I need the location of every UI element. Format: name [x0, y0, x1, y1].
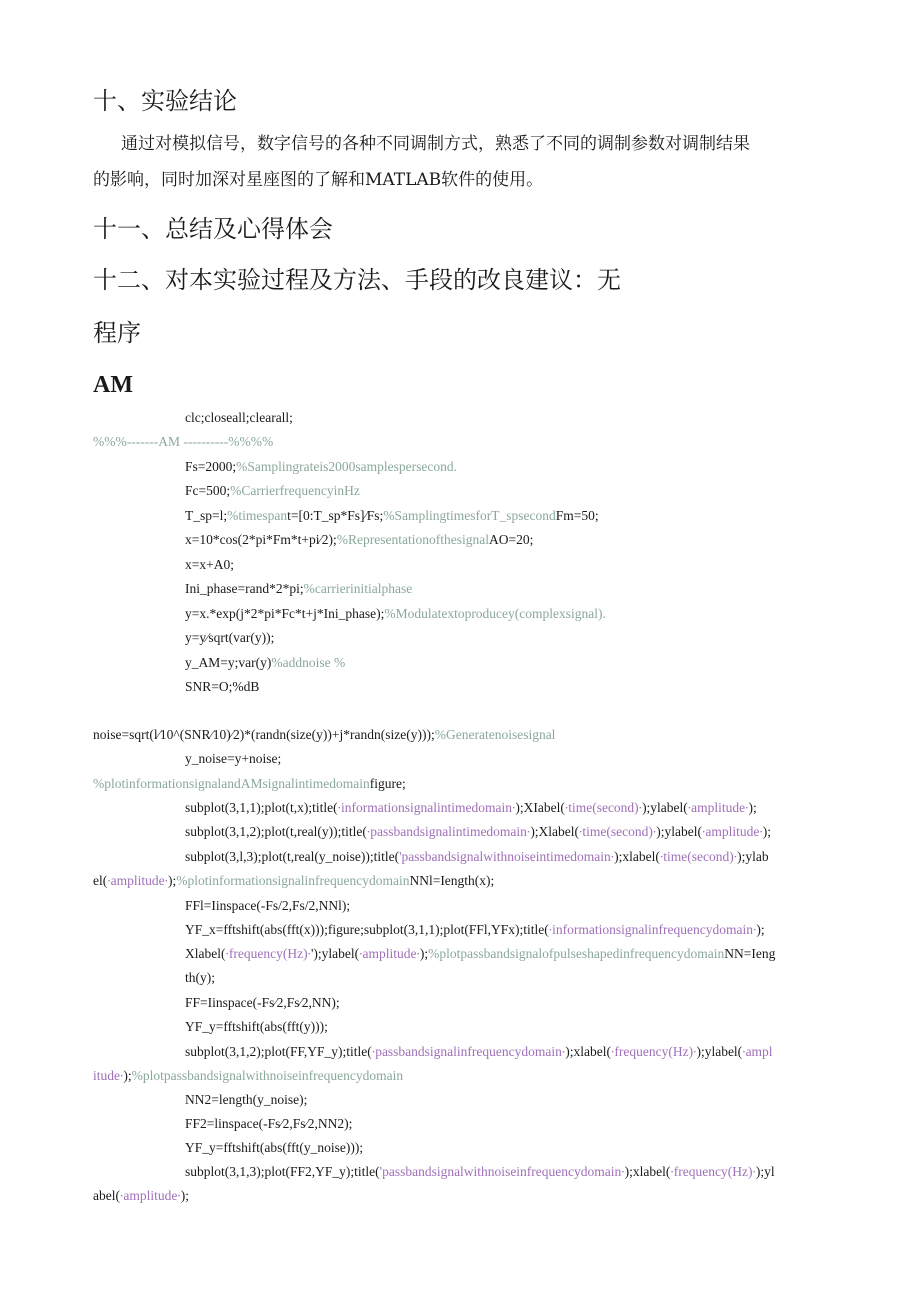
code-comment: %timespan — [227, 508, 288, 523]
am-title: AM — [93, 372, 133, 398]
code-string: ∙informationsignalinfrequencydomain∙ — [548, 922, 757, 937]
code-line: subplot(3,1,2);plot(t,real(y));title(∙passbandsignalintimedomain∙);Xlabel(∙time(second)∙);ylabel(∙amplitude∙); — [185, 824, 772, 839]
section-10-title: 十、实验结论 — [93, 87, 237, 115]
code-string: ∙time(second)∙ — [579, 824, 657, 839]
code-string: ∙amplitude∙ — [119, 1188, 181, 1203]
code-line: y=x.*exp(j*2*pi*Fc*t+j*Ini_phase);%Modulatextoproducey(complexsignal). — [185, 606, 606, 621]
code-line: SNR=O;%dB — [185, 679, 260, 694]
section-10-body-line-2: 的影响，同时加深对星座图的了解和MATLAB软件的使用。 — [93, 170, 544, 190]
code-comment: %Representationofthesignal — [336, 532, 489, 547]
code-string: ∙amplitude∙ — [687, 800, 749, 815]
code-line: Fs=2000;%Samplingrateis2000samplespersecond. — [185, 459, 457, 474]
code-comment: %SamplingtimesforT_spsecond — [383, 508, 556, 523]
code-line: FF2=linspace(-Fs∕2,Fs∕2,NN2); — [185, 1116, 353, 1131]
code-line: th(y); — [185, 970, 215, 985]
code-comment: %Modulatextoproducey(complexsignal). — [384, 606, 606, 621]
code-string: ∙time(second)∙ — [564, 800, 643, 815]
code-line: x=x+A0; — [185, 557, 234, 572]
code-line: NN2=length(y_noise); — [185, 1092, 308, 1107]
code-line: T_sp=l;%timespant=[0:T_sp*Fs]∕Fs;%SamplingtimesforT_spsecondFm=50; — [185, 508, 599, 523]
code-comment: %Samplingrateis2000samplespersecond. — [236, 459, 457, 474]
code-line: FF=Iinspace(-Fs∕2,Fs∕2,NN); — [185, 995, 340, 1010]
code-line: Xlabel(∙frequency(Hz)∙');ylabel(∙amplitude∙);%plotpassbandsignalofpulseshapedinfrequencydomainNN=Ieng — [185, 946, 776, 961]
code-line: subplot(3,1,3);plot(FF2,YF_y);title('passbandsignalwithnoiseinfrequencydomain∙);xlabel(∙frequency(Hz)∙);yl — [185, 1164, 775, 1179]
code-comment: %plotinformationsignalinfrequencydomain — [176, 873, 410, 888]
code-string: 'passbandsignalwithnoiseinfrequencydomain∙ — [379, 1164, 625, 1179]
code-line: subplot(3,1,1);plot(t,x);title(∙informationsignalintimedomain∙);XIabel(∙time(second)∙);ylabel(∙amplitude∙); — [185, 800, 757, 815]
code-line: y=y∕sqrt(var(y)); — [185, 630, 275, 645]
code-comment: %plotinformationsignalandAMsignalintimedomain — [93, 776, 370, 791]
code-line: y_noise=y+noise; — [185, 751, 282, 766]
code-line: x=10*cos(2*pi*Fm*t+pi∕2);%RepresentationofthesignalAO=20; — [185, 532, 534, 547]
code-string: ∙frequency(Hz)∙ — [611, 1044, 697, 1059]
code-string: ∙amplitude∙ — [359, 946, 420, 961]
code-line: Ini_phase=rand*2*pi;%carrierinitialphase — [185, 581, 413, 596]
code-comment: %addnoise % — [271, 655, 346, 670]
code-line: subplot(3,l,3);plot(t,real(y_noise));title('passbandsignalwithnoiseintimedomain∙);xlabel(∙time(second)∙);ylab — [185, 849, 769, 864]
program-title: 程序 — [93, 319, 141, 347]
code-line: Fc=500;%CarrierfrequencyinHz — [185, 483, 360, 498]
code-string: 'passbandsignalwithnoiseintimedomain∙ — [399, 849, 615, 864]
section-12-title: 十二、对本实验过程及方法、手段的改良建议：无 — [93, 266, 621, 294]
code-string: ∙ampl — [742, 1044, 773, 1059]
code-string: ∙amplitude∙ — [107, 873, 168, 888]
code-line: FFl=Iinspace(-Fs/2,Fs/2,NNl); — [185, 898, 351, 913]
section-10-body-line-1: 通过对模拟信号，数字信号的各种不同调制方式，熟悉了不同的调制参数对调制结果 — [121, 134, 750, 154]
code-string: ∙frequency(Hz)∙ — [670, 1164, 756, 1179]
code-comment: %carrierinitialphase — [303, 581, 413, 596]
code-string: ∙passbandsignalinfrequencydomain∙ — [371, 1044, 566, 1059]
code-string: itude∙ — [93, 1068, 124, 1083]
code-comment: %CarrierfrequencyinHz — [230, 483, 360, 498]
code-string: ∙informationsignalintimedomain∙ — [337, 800, 516, 815]
code-line — [93, 433, 273, 451]
code-comment: %plotpassbandsignalofpulseshapedinfrequencydomain — [428, 946, 725, 961]
code-comment: %Generatenoisesignal — [434, 727, 556, 742]
code-string: ∙frequency(Hz)∙ — [225, 946, 311, 961]
code-string: ∙amplitude∙ — [702, 824, 763, 839]
code-line: noise=sqrt(l∕10^(SNR∕10)∕2)*(randn(size(y))+j*randn(size(y)));%Generatenoisesignal — [93, 727, 556, 742]
code-string: ∙passbandsignalintimedomain∙ — [366, 824, 531, 839]
code-line: el(∙amplitude∙);%plotinformationsignalinfrequencydomainNNl=Iength(x); — [93, 873, 495, 888]
code-line: subplot(3,1,2);plot(FF,YF_y);title(∙passbandsignalinfrequencydomain∙);xlabel(∙frequency(Hz)∙);ylabel(∙ampl — [185, 1044, 773, 1059]
code-string: ∙time(second)∙ — [659, 849, 738, 864]
code-line: y_AM=y;var(y)%addnoise % — [185, 655, 346, 670]
code-comment: %%%-------AM ----------%%%% — [93, 434, 274, 449]
code-line: YF_x=fftshift(abs(fft(x)));figure;subplot(3,1,1);plot(FFl,YFx);title(∙informationsignalinfrequencydomain∙); — [185, 922, 765, 937]
code-line: itude∙);%plotpassbandsignalwithnoiseinfrequencydomain — [93, 1068, 404, 1083]
code-line: %plotinformationsignalandAMsignalintimedomainfigure; — [93, 776, 406, 791]
code-line: clc;closeall;clearall; — [185, 410, 293, 425]
code-comment: %plotpassbandsignalwithnoiseinfrequencydomain — [131, 1068, 404, 1083]
code-line: YF_y=fftshift(abs(fft(y_noise))); — [185, 1140, 364, 1155]
section-11-title: 十一、总结及心得体会 — [93, 215, 333, 243]
code-line: YF_y=fftshift(abs(fft(y))); — [185, 1019, 328, 1034]
code-line: abel(∙amplitude∙); — [93, 1188, 189, 1203]
